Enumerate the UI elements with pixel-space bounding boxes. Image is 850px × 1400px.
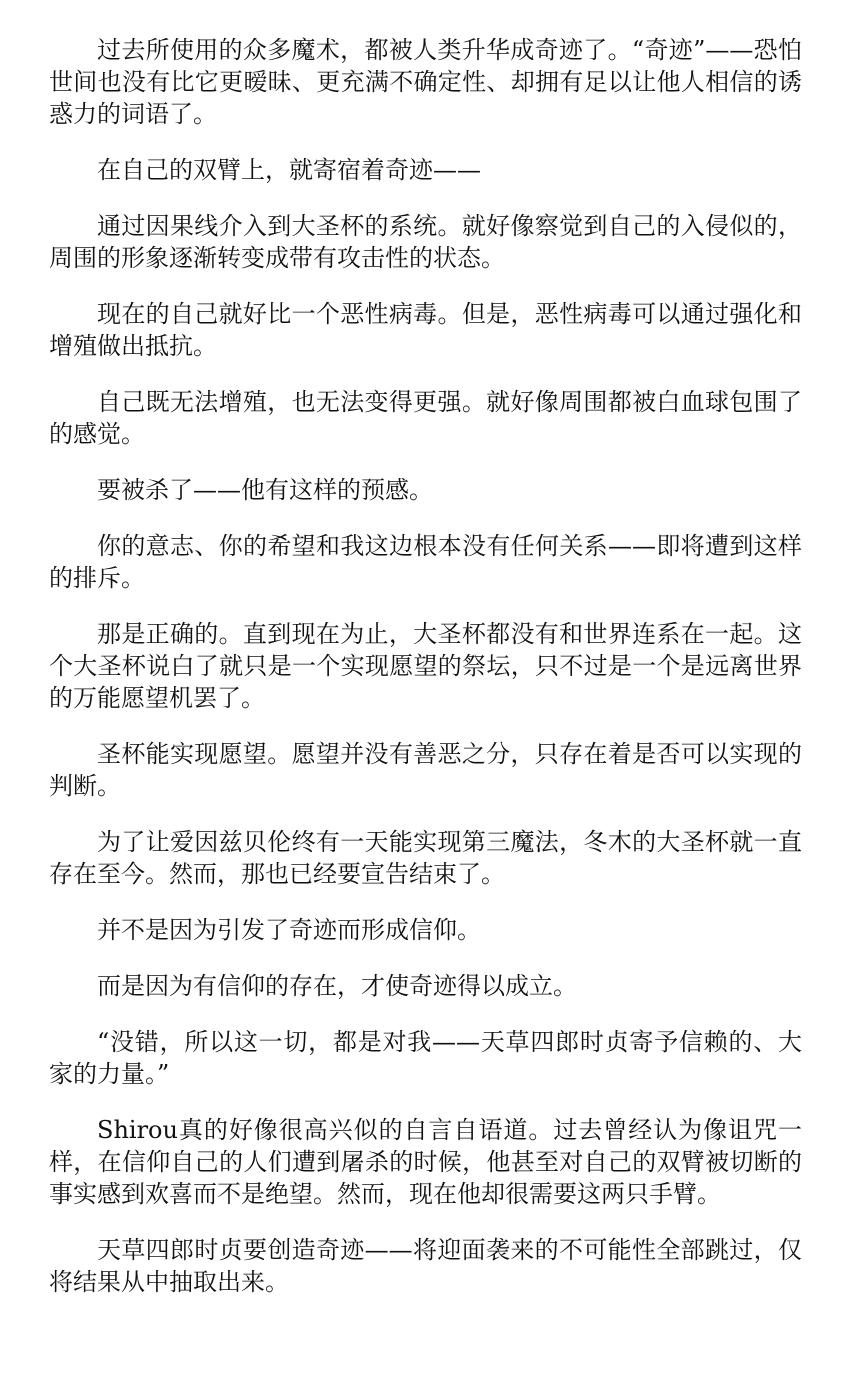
paragraph: 为了让爱因兹贝伦终有一天能实现第三魔法，冬木的大圣杯就一直存在至今。然而，那也已经要宣告结束了。 [49, 828, 802, 888]
paragraph: 而是因为有信仰的存在，才使奇迹得以成立。 [97, 972, 577, 1000]
paragraph: 过去所使用的众多魔术，都被人类升华成奇迹了。“奇迹”——恐怕世间也没有比它更暧昧、更充满不确定性、却拥有足以让他人相信的诱惑力的词语了。 [49, 36, 802, 128]
paragraph: 在自己的双臂上，就寄宿着奇迹—— [97, 156, 481, 184]
paragraph: Shirou真的好像很高兴似的自言自语道。过去曾经认为像诅咒一样，在信仰自己的人们遭到屠杀的时候，他甚至对自己的双臂被切断的事实感到欢喜而不是绝望。然而，现在他却很需要这两只手臂。 [49, 1116, 802, 1208]
paragraph: 天草四郎时贞要创造奇迹——将迎面袭来的不可能性全部跳过，仅将结果从中抽取出来。 [49, 1236, 802, 1296]
paragraph: 圣杯能实现愿望。愿望并没有善恶之分，只存在着是否可以实现的判断。 [49, 740, 802, 800]
paragraph: 现在的自己就好比一个恶性病毒。但是，恶性病毒可以通过强化和增殖做出抵抗。 [49, 300, 802, 360]
paragraph: “没错，所以这一切，都是对我——天草四郎时贞寄予信赖的、大家的力量。” [49, 1028, 802, 1088]
paragraph: 你的意志、你的希望和我这边根本没有任何关系——即将遭到这样的排斥。 [49, 532, 802, 592]
paragraph: 并不是因为引发了奇迹而形成信仰。 [97, 916, 481, 944]
paragraph: 要被杀了——他有这样的预感。 [97, 476, 433, 504]
paragraph: 通过因果线介入到大圣杯的系统。就好像察觉到自己的入侵似的，周围的形象逐渐转变成带有攻击性的状态。 [49, 212, 802, 272]
paragraph: 自己既无法增殖，也无法变得更强。就好像周围都被白血球包围了的感觉。 [49, 388, 802, 448]
paragraph: 那是正确的。直到现在为止，大圣杯都没有和世界连系在一起。这个大圣杯说白了就只是一个实现愿望的祭坛，只不过是一个是远离世界的万能愿望机罢了。 [49, 620, 802, 712]
